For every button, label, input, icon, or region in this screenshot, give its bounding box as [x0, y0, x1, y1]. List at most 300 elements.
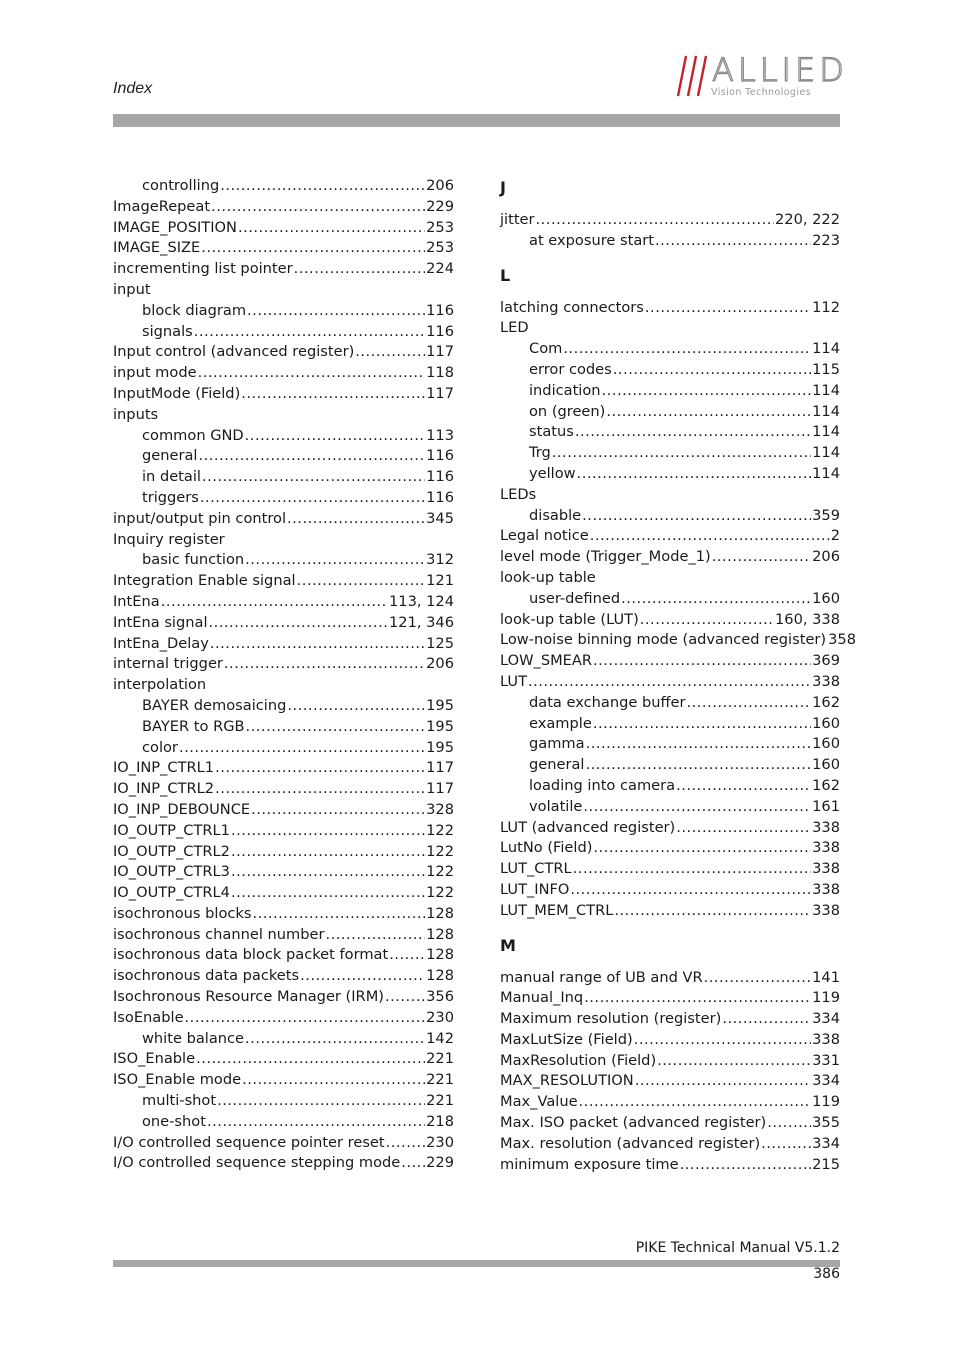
- dot-leader: [575, 422, 811, 443]
- index-entry: [500, 859, 840, 880]
- index-entry: [113, 821, 454, 842]
- index-subentry: [113, 1029, 454, 1050]
- index-entry: [113, 800, 454, 821]
- index-page-ref: 161: [812, 797, 840, 815]
- dot-leader: [246, 717, 426, 738]
- index-page-ref: 229: [426, 1154, 454, 1172]
- index-page-ref: 253: [426, 218, 454, 236]
- index-page-ref: 160, 338: [775, 610, 840, 628]
- index-page-ref: 141: [812, 968, 840, 986]
- index-subentry: [500, 231, 840, 252]
- dot-leader: [582, 506, 811, 527]
- index-entry: [113, 363, 454, 384]
- index-page-ref: 116: [426, 468, 454, 486]
- index-subentry: [113, 446, 454, 467]
- index-page-ref: 114: [812, 444, 840, 462]
- index-page-ref: 206: [812, 548, 840, 566]
- dot-leader: [179, 738, 425, 759]
- index-page-ref: 338: [812, 860, 840, 878]
- index-page-ref: 160: [812, 589, 840, 607]
- index-term: IMAGE_POSITION: [113, 218, 237, 236]
- index-page-ref: 119: [812, 1093, 840, 1111]
- index-term: IMAGE_SIZE: [113, 239, 201, 257]
- index-entry: [500, 1071, 840, 1092]
- dot-leader: [613, 360, 811, 381]
- dot-leader: [241, 384, 425, 405]
- index-page-ref: 117: [426, 384, 454, 402]
- index-entry: [113, 883, 454, 904]
- index-page-ref: 328: [426, 800, 454, 818]
- dot-leader: [297, 571, 426, 592]
- index-term: block diagram: [142, 301, 247, 319]
- index-page-ref: 117: [426, 343, 454, 361]
- index-term: LEDs: [500, 485, 537, 503]
- index-subentry: [113, 550, 454, 571]
- dot-leader: [209, 613, 389, 634]
- dot-leader: [207, 1112, 425, 1133]
- dot-leader: [217, 1091, 425, 1112]
- index-entry: [113, 197, 454, 218]
- index-page-ref: 160: [812, 756, 840, 774]
- index-term: MAX_RESOLUTION: [500, 1072, 634, 1090]
- index-page-ref: 121, 346: [389, 613, 454, 631]
- index-term: Max. resolution (advanced register): [500, 1134, 761, 1152]
- index-term: IO_OUTP_CTRL3: [113, 863, 230, 881]
- index-term: input: [113, 280, 151, 298]
- index-term: triggers: [142, 488, 199, 506]
- index-term: general: [142, 447, 198, 465]
- dot-leader: [593, 714, 811, 735]
- index-subentry: [113, 176, 454, 197]
- dot-leader: [712, 547, 811, 568]
- dot-leader: [161, 592, 388, 613]
- index-term: LOW_SMEAR: [500, 652, 593, 670]
- dot-leader: [687, 693, 812, 714]
- index-entry: [500, 298, 840, 319]
- index-entry: [113, 238, 454, 259]
- dot-leader: [198, 363, 426, 384]
- dot-leader: [583, 797, 811, 818]
- index-page-ref: 122: [426, 821, 454, 839]
- dot-leader: [231, 883, 425, 904]
- index-term: IO_OUTP_CTRL2: [113, 842, 230, 860]
- index-entry: [113, 405, 454, 426]
- index-term: indication: [529, 381, 601, 399]
- dot-leader: [401, 1153, 425, 1174]
- index-entry: [500, 672, 840, 693]
- dot-leader: [247, 301, 425, 322]
- index-page-ref: 113: [426, 426, 454, 444]
- dot-leader: [325, 925, 425, 946]
- dot-leader: [573, 859, 811, 880]
- index-term: IO_INP_CTRL2: [113, 780, 215, 798]
- index-page-ref: 160: [812, 735, 840, 753]
- index-page-ref: 112: [812, 298, 840, 316]
- index-page-ref: 119: [812, 989, 840, 1007]
- index-term: IO_INP_DEBOUNCE: [113, 800, 251, 818]
- dot-leader: [602, 381, 812, 402]
- index-entry: [113, 342, 454, 363]
- dot-leader: [294, 259, 426, 280]
- index-page-ref: 218: [426, 1112, 454, 1130]
- dot-leader: [287, 509, 425, 530]
- index-entry: [113, 1153, 454, 1174]
- index-term: jitter: [500, 211, 535, 228]
- index-entry: [500, 210, 840, 231]
- index-term: Max_Value: [500, 1093, 578, 1111]
- index-entry: [113, 842, 454, 863]
- dot-leader: [586, 734, 812, 755]
- index-page-ref: 221: [426, 1071, 454, 1089]
- index-page-ref: 128: [426, 925, 454, 943]
- index-subentry: [500, 797, 840, 818]
- dot-leader: [579, 1092, 812, 1113]
- index-subentry: [500, 443, 840, 464]
- index-term: internal trigger: [113, 655, 223, 673]
- index-page-ref: 142: [426, 1029, 454, 1047]
- index-term: signals: [142, 322, 193, 340]
- index-page-ref: 358: [828, 631, 856, 649]
- dot-leader: [704, 968, 812, 989]
- index-page-ref: 230: [426, 1008, 454, 1026]
- dot-leader: [606, 402, 811, 423]
- index-page-ref: 195: [426, 717, 454, 735]
- index-page-ref: 116: [426, 322, 454, 340]
- dot-leader: [593, 838, 811, 859]
- index-entry: [113, 1070, 454, 1091]
- dot-leader: [657, 1051, 811, 1072]
- index-term: input mode: [113, 364, 197, 382]
- index-term: status: [529, 423, 574, 441]
- index-page-ref: 221: [426, 1050, 454, 1068]
- index-page-ref: 116: [426, 447, 454, 465]
- index-page-ref: 338: [812, 1030, 840, 1048]
- dot-leader: [231, 842, 425, 863]
- index-page-ref: 338: [812, 901, 840, 919]
- manual-title: PIKE Technical Manual V5.1.2: [635, 1240, 840, 1256]
- dot-leader: [655, 231, 811, 252]
- index-entry: [113, 1049, 454, 1070]
- index-page-ref: 338: [812, 818, 840, 836]
- index-page-ref: 338: [812, 880, 840, 898]
- dot-leader: [761, 1134, 811, 1155]
- dot-leader: [220, 176, 425, 197]
- dot-leader: [252, 904, 425, 925]
- index-entry: [500, 568, 840, 589]
- index-subentry: [500, 714, 840, 735]
- section-gap: [500, 922, 840, 934]
- dot-leader: [245, 1029, 425, 1050]
- dot-leader: [215, 758, 425, 779]
- index-term: controlling: [142, 177, 220, 194]
- dot-leader: [767, 1113, 811, 1134]
- dot-leader: [722, 1009, 811, 1030]
- index-subentry: [500, 464, 840, 485]
- index-entry: [113, 675, 454, 696]
- dot-leader: [200, 488, 425, 509]
- index-term: Manual_Inq: [500, 989, 584, 1007]
- index-page-ref: 338: [812, 672, 840, 690]
- index-subentry: [500, 422, 840, 443]
- dot-leader: [536, 210, 774, 231]
- index-page-ref: 331: [812, 1051, 840, 1069]
- index-page-ref: 122: [426, 884, 454, 902]
- index-page-ref: 334: [812, 1010, 840, 1028]
- dot-leader: [635, 1071, 811, 1092]
- dot-leader: [577, 464, 812, 485]
- section-header-label: Index: [113, 80, 153, 97]
- index-page-ref: 229: [426, 197, 454, 215]
- index-term: white balance: [142, 1029, 245, 1047]
- index-entry: [500, 630, 856, 651]
- dot-leader: [570, 880, 811, 901]
- index-letter-heading: J: [500, 178, 506, 197]
- index-entry: [500, 610, 840, 631]
- index-term: incrementing list pointer: [113, 260, 293, 278]
- dot-leader: [590, 526, 830, 547]
- index-term: isochronous data block packet format: [113, 946, 389, 964]
- dot-leader: [198, 446, 425, 467]
- index-page-ref: 312: [426, 551, 454, 569]
- index-page-ref: 2: [830, 527, 840, 545]
- index-entry: [113, 592, 454, 613]
- index-page-ref: 128: [426, 946, 454, 964]
- dot-leader: [238, 218, 425, 239]
- index-term: interpolation: [113, 676, 207, 694]
- index-term: BAYER demosaicing: [142, 696, 287, 714]
- index-page-ref: 355: [812, 1114, 840, 1132]
- dot-leader: [224, 654, 425, 675]
- index-entry: [500, 988, 840, 1009]
- index-entry: [113, 904, 454, 925]
- index-term: LUT: [500, 672, 527, 690]
- index-term: example: [529, 714, 592, 732]
- index-entry: [500, 651, 840, 672]
- index-subentry: [500, 360, 840, 381]
- dot-leader: [645, 298, 811, 319]
- index-entry: [113, 280, 454, 301]
- index-subentry: [113, 696, 454, 717]
- index-term: ISO_Enable: [113, 1050, 196, 1068]
- index-term: LUT_INFO: [500, 880, 570, 898]
- index-entry: [500, 1051, 840, 1072]
- index-subentry: [113, 301, 454, 322]
- index-entry: [113, 218, 454, 239]
- index-entry: [500, 1113, 840, 1134]
- dot-leader: [552, 443, 811, 464]
- index-term: isochronous data packets: [113, 967, 300, 985]
- index-entry: [113, 779, 454, 800]
- index-subentry: [113, 1091, 454, 1112]
- index-term: input/output pin control: [113, 509, 287, 527]
- index-term: LUT_MEM_CTRL: [500, 901, 614, 919]
- index-term: ImageRepeat: [113, 197, 211, 215]
- index-entry: [113, 259, 454, 280]
- index-subentry: [500, 381, 840, 402]
- index-entry: [113, 654, 454, 675]
- index-page-ref: 230: [426, 1133, 454, 1151]
- index-page-ref: 206: [426, 655, 454, 673]
- index-entry: [500, 1092, 840, 1113]
- index-term: Trg: [529, 444, 551, 462]
- dot-leader: [585, 755, 811, 776]
- index-entry: [113, 1133, 454, 1154]
- index-term: look-up table: [500, 568, 596, 586]
- index-page-ref: 359: [812, 506, 840, 524]
- index-term: general: [529, 756, 585, 774]
- index-page-ref: 128: [426, 967, 454, 985]
- index-entry: [113, 758, 454, 779]
- index-page-ref: 160: [812, 714, 840, 732]
- dot-leader: [231, 821, 425, 842]
- index-entry: [113, 987, 454, 1008]
- index-entry: [500, 318, 840, 339]
- index-term: I/O controlled sequence pointer reset: [113, 1133, 385, 1151]
- dot-leader: [528, 672, 811, 693]
- index-entry: [113, 530, 454, 551]
- index-subentry: [500, 402, 840, 423]
- index-entry: [113, 384, 454, 405]
- index-term: latching connectors: [500, 298, 644, 316]
- index-term: isochronous channel number: [113, 925, 325, 943]
- index-entry: [113, 509, 454, 530]
- index-column-right: [500, 176, 856, 1175]
- section-gap: [500, 252, 840, 264]
- index-subentry: [500, 589, 840, 610]
- index-term: manual range of UB and VR: [500, 968, 703, 986]
- index-term: inputs: [113, 405, 159, 423]
- index-term: IntEna signal: [113, 613, 208, 631]
- index-term: loading into camera: [529, 776, 676, 794]
- index-term: disable: [529, 506, 582, 524]
- index-page-ref: 118: [426, 364, 454, 382]
- index-page-ref: 114: [812, 402, 840, 420]
- index-page-ref: 369: [812, 652, 840, 670]
- dot-leader: [245, 550, 425, 571]
- index-term: IsoEnable: [113, 1008, 184, 1026]
- index-entry: [113, 634, 454, 655]
- index-entry: [500, 1134, 840, 1155]
- index-entry: [113, 613, 454, 634]
- index-entry: [500, 880, 840, 901]
- dot-leader: [621, 589, 811, 610]
- index-term: Com: [529, 340, 563, 358]
- index-term: minimum exposure time: [500, 1155, 679, 1173]
- index-term: basic function: [142, 551, 245, 569]
- index-page-ref: 117: [426, 780, 454, 798]
- dot-leader: [676, 776, 811, 797]
- index-page-ref: 114: [812, 340, 840, 358]
- index-page-ref: 338: [812, 839, 840, 857]
- dot-leader: [287, 696, 425, 717]
- dot-leader: [210, 634, 425, 655]
- index-entry: [113, 925, 454, 946]
- dot-leader: [251, 800, 425, 821]
- index-page-ref: 221: [426, 1092, 454, 1110]
- index-page-ref: 220, 222: [775, 211, 840, 228]
- index-term: I/O controlled sequence stepping mode: [113, 1154, 401, 1172]
- logo-tagline: Vision Technologies: [711, 87, 811, 98]
- index-term: error codes: [529, 360, 612, 378]
- index-entry: [500, 485, 840, 506]
- dot-leader: [584, 988, 811, 1009]
- index-page-ref: 195: [426, 696, 454, 714]
- index-term: look-up table (LUT): [500, 610, 639, 628]
- index-term: isochronous blocks: [113, 904, 252, 922]
- index-page-ref: 116: [426, 488, 454, 506]
- index-page-ref: 223: [812, 231, 840, 249]
- index-subentry: [113, 488, 454, 509]
- dot-leader: [194, 322, 425, 343]
- index-subentry: [500, 755, 840, 776]
- index-term: LED: [500, 319, 529, 337]
- index-term: Integration Enable signal: [113, 572, 296, 590]
- dot-leader: [386, 1133, 426, 1154]
- index-subentry: [113, 322, 454, 343]
- index-page-ref: 195: [426, 738, 454, 756]
- index-page-ref: 253: [426, 239, 454, 257]
- index-page-ref: 116: [426, 301, 454, 319]
- index-page-ref: 117: [426, 759, 454, 777]
- dot-leader: [614, 901, 811, 922]
- index-page-ref: 356: [426, 988, 454, 1006]
- index-page-ref: 115: [812, 360, 840, 378]
- index-term: common GND: [142, 426, 244, 444]
- index-entry: [500, 526, 840, 547]
- dot-leader: [676, 818, 811, 839]
- dot-leader: [185, 1008, 426, 1029]
- page-number: 386: [813, 1266, 840, 1282]
- index-subentry: [113, 1112, 454, 1133]
- dot-leader: [245, 426, 425, 447]
- index-term: in detail: [142, 468, 201, 486]
- dot-leader: [593, 651, 811, 672]
- dot-leader: [385, 987, 425, 1008]
- index-page-ref: 128: [426, 904, 454, 922]
- index-column-left: [113, 176, 454, 1174]
- index-entry: [113, 966, 454, 987]
- dot-leader: [231, 862, 425, 883]
- index-subentry: [500, 776, 840, 797]
- index-subentry: [113, 426, 454, 447]
- dot-leader: [634, 1030, 811, 1051]
- index-term: Isochronous Resource Manager (IRM): [113, 988, 384, 1006]
- index-subentry: [500, 339, 840, 360]
- index-term: IO_INP_CTRL1: [113, 759, 215, 777]
- index-page-ref: 122: [426, 863, 454, 881]
- dot-leader: [215, 779, 425, 800]
- index-term: LutNo (Field): [500, 839, 593, 857]
- index-subentry: [113, 467, 454, 488]
- index-term: Legal notice: [500, 527, 589, 545]
- dot-leader: [640, 610, 774, 631]
- index-letter-heading: L: [500, 265, 511, 285]
- index-term: multi-shot: [142, 1092, 217, 1110]
- index-entry: [113, 945, 454, 966]
- dot-leader: [202, 467, 425, 488]
- index-entry: [500, 1009, 840, 1030]
- index-term: Max. ISO packet (advanced register): [500, 1114, 767, 1132]
- dot-leader: [300, 966, 425, 987]
- footer-rule: [113, 1260, 840, 1267]
- index-subentry: [113, 738, 454, 759]
- index-term: IO_OUTP_CTRL4: [113, 884, 230, 902]
- index-term: data exchange buffer: [529, 693, 686, 711]
- index-term: one-shot: [142, 1112, 206, 1130]
- index-term: ISO_Enable mode: [113, 1071, 242, 1089]
- index-term: Input control (advanced register): [113, 343, 355, 361]
- index-term: level mode (Trigger_Mode_1): [500, 548, 711, 566]
